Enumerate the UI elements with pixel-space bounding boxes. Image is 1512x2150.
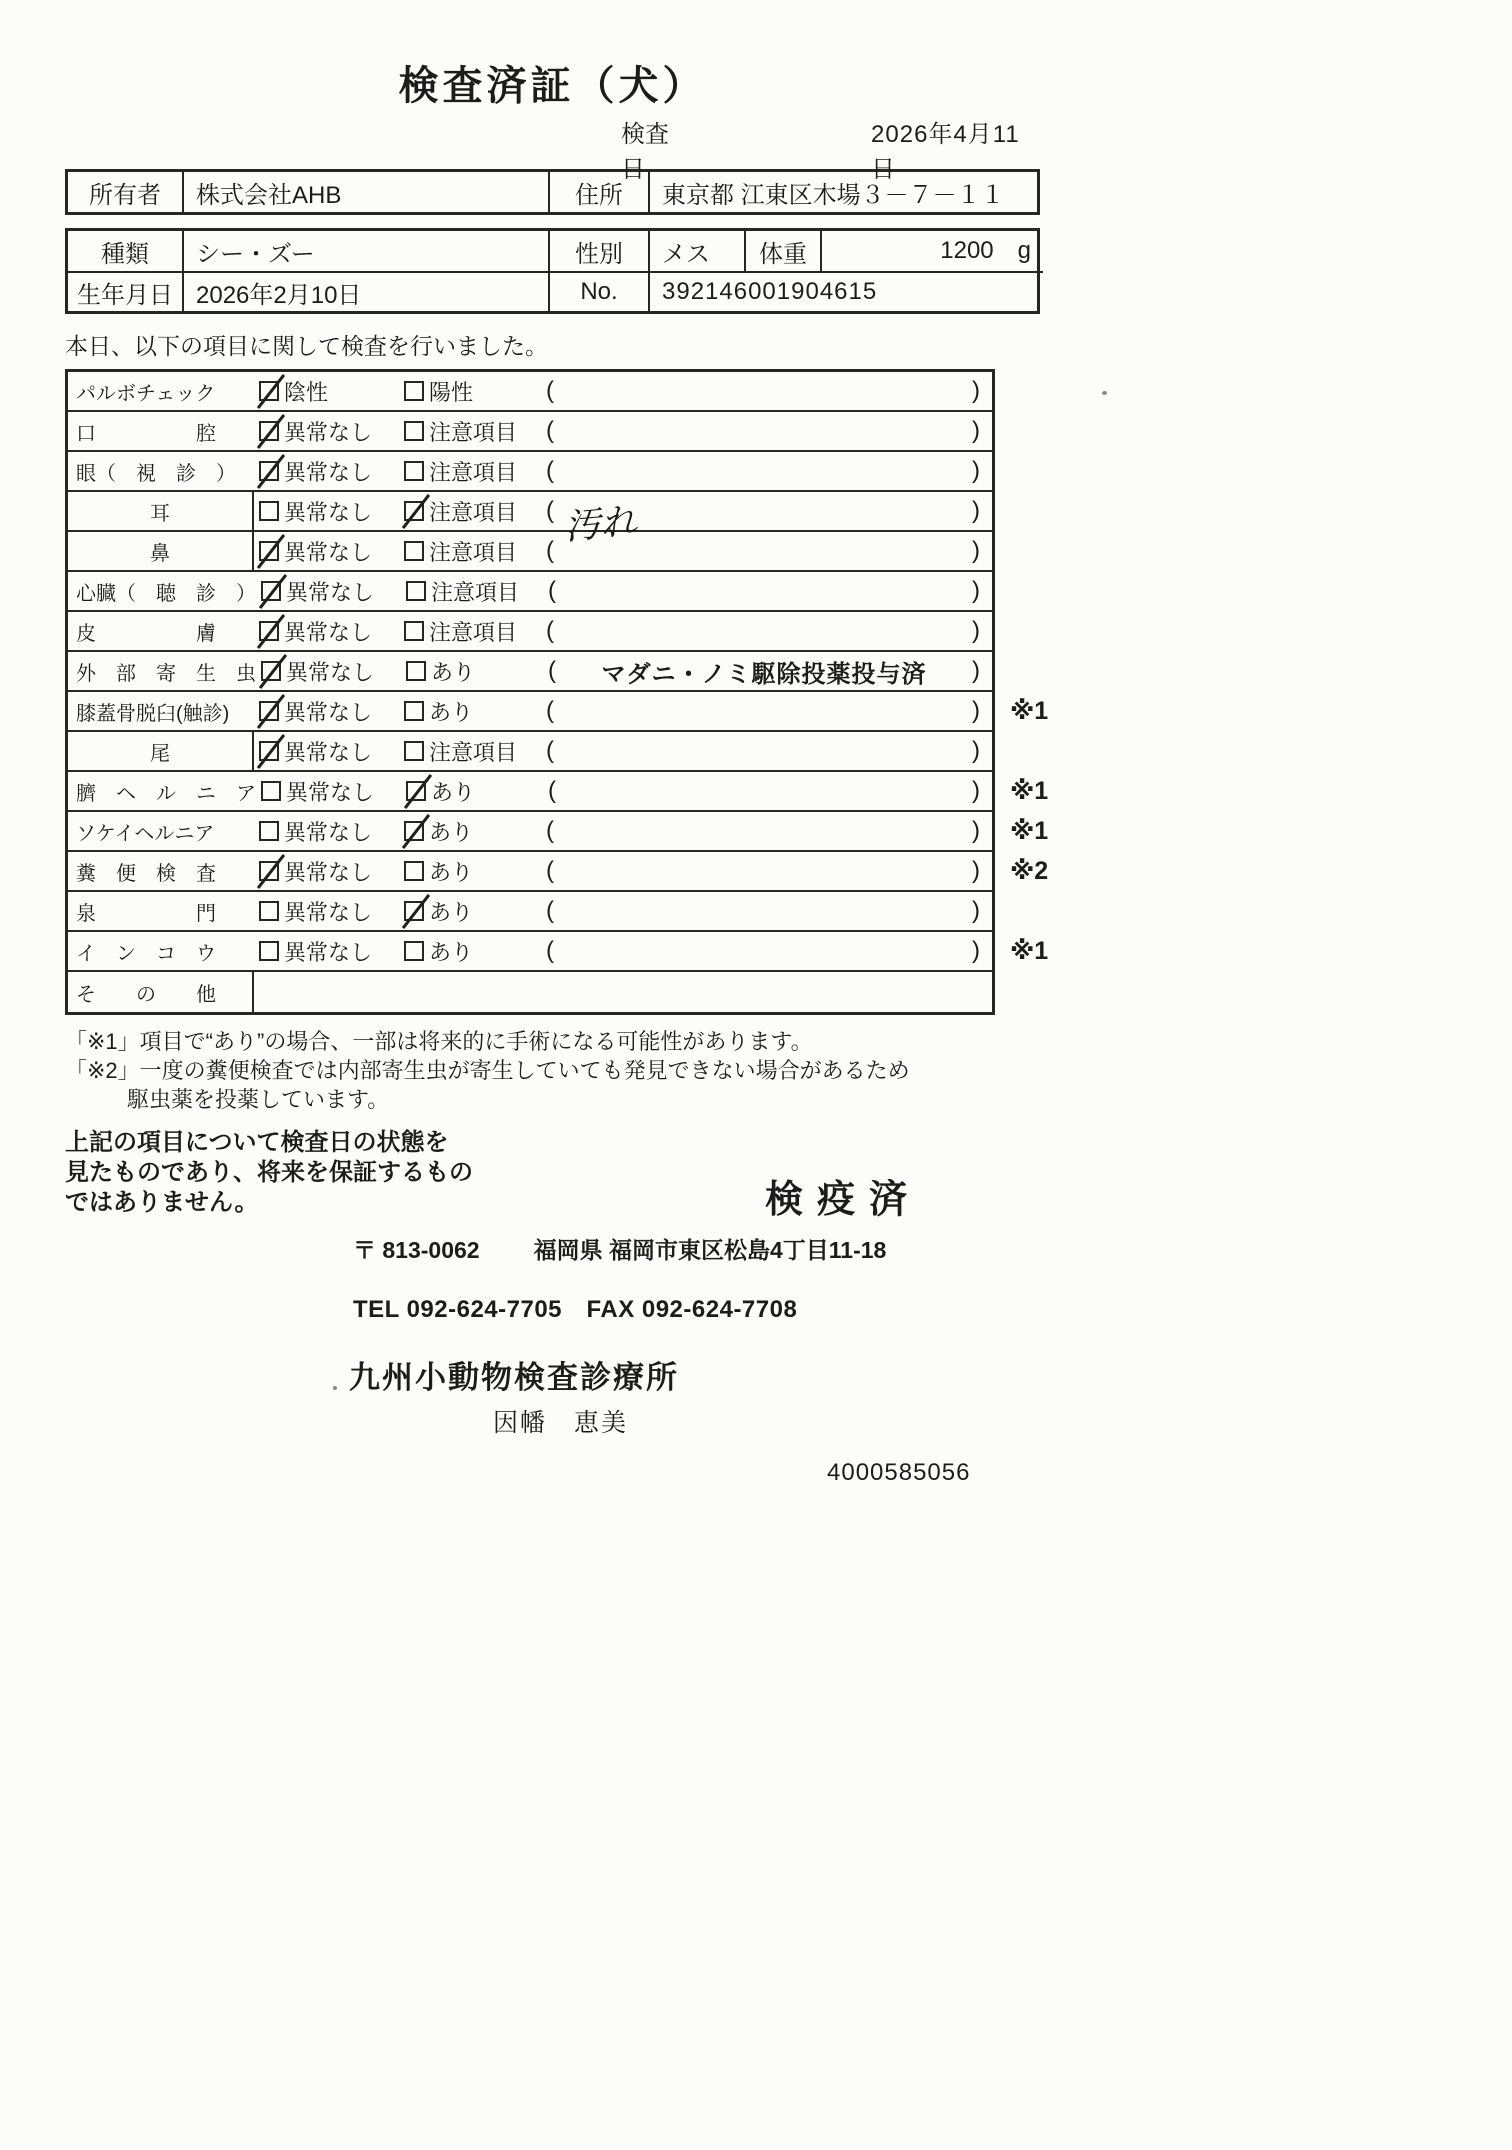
paren-close: )	[972, 937, 980, 964]
checkbox-label: 異常なし	[284, 899, 373, 925]
surgery-note-marker: ※1	[1010, 777, 1049, 805]
checkbox-label: 異常なし	[284, 739, 373, 765]
checklist-item-label: そ の 他	[68, 972, 254, 1012]
birthdate-value: 2026年2月10日	[182, 271, 548, 311]
number-label: No.	[548, 271, 648, 311]
checkbox-label: あり	[431, 659, 476, 685]
checkbox-label: 異常なし	[284, 539, 373, 565]
checklist-row	[68, 852, 1049, 892]
checklist-item-label: 眼（ 視 診 ）	[76, 462, 236, 485]
checklist-row	[68, 892, 992, 932]
checkbox-option-2	[404, 816, 544, 847]
handwritten-check-mark	[257, 734, 285, 769]
result-note	[544, 852, 992, 890]
checkbox-icon	[404, 941, 424, 961]
paren-open: (	[546, 617, 554, 644]
owner-name: 株式会社AHB	[182, 172, 548, 212]
weight-label: 体重	[744, 231, 820, 271]
checkbox-option-2	[406, 656, 546, 687]
checkbox-option-1	[254, 936, 404, 967]
checkbox-option-2	[406, 576, 546, 607]
disclaimer-line-1: 上記の項目について検査日の状態を	[65, 1129, 449, 1156]
paren-close: )	[972, 617, 980, 644]
checklist-item-label: 外 部 寄 生 虫	[76, 662, 256, 685]
paren-close: )	[972, 377, 980, 404]
checkbox-icon	[404, 701, 424, 721]
weight-value	[820, 231, 1043, 271]
checkbox-option-2	[404, 496, 544, 527]
surgery-note-marker: ※1	[1010, 817, 1049, 845]
paren-open: (	[546, 897, 554, 924]
document-title: 検査済証（犬）	[398, 64, 707, 108]
paren-close: )	[972, 857, 980, 884]
paren-open: (	[546, 857, 554, 884]
checkbox-icon	[259, 701, 279, 721]
checkbox-option-1	[254, 896, 404, 927]
checkbox-option-2	[404, 736, 544, 767]
checkbox-option-2	[404, 696, 544, 727]
checkbox-icon	[404, 541, 424, 561]
surgery-note-marker: ※2	[1010, 857, 1049, 885]
result-note	[546, 772, 992, 810]
address-value: 東京都 江東区木場３－７－１１	[648, 172, 1043, 212]
checkbox-icon	[259, 861, 279, 881]
surgery-note-marker: ※1	[1010, 937, 1049, 965]
paren-open: (	[548, 777, 556, 804]
result-note	[544, 692, 992, 730]
checklist-table	[65, 369, 1049, 1015]
scan-speck	[1102, 391, 1107, 395]
number-value: 392146001904615	[648, 271, 1043, 311]
result-note	[544, 492, 992, 548]
serial-number: 4000585056	[827, 1459, 971, 1486]
checkbox-icon	[259, 421, 279, 441]
certificate-content	[65, 54, 1049, 1487]
checklist-item-label: 糞 便 検 査	[76, 862, 216, 885]
result-note	[544, 372, 992, 410]
checkbox-label: 異常なし	[284, 419, 373, 445]
paren-close: )	[972, 777, 980, 804]
checklist-row	[68, 532, 992, 572]
checkbox-option-1	[254, 856, 404, 887]
paren-open: (	[546, 497, 554, 524]
checklist-item-label: 鼻	[68, 532, 254, 570]
note-text: マダニ・ノミ駆除投薬投与済	[601, 660, 927, 688]
checkbox-icon	[404, 421, 424, 441]
checklist-item-label: 皮 膚	[76, 622, 216, 645]
checklist-item-label: 心臓（ 聴 診 ）	[76, 582, 256, 605]
checkbox-label: 異常なし	[286, 659, 375, 685]
checkbox-option-1	[254, 616, 404, 647]
checkbox-icon	[404, 461, 424, 481]
checklist-item-label: 膝蓋骨脱臼(触診)	[76, 702, 230, 725]
checkbox-option-1	[254, 736, 404, 767]
handwritten-check-mark	[257, 854, 285, 889]
paren-open: (	[546, 737, 554, 764]
handwritten-check-mark	[402, 894, 430, 929]
checkbox-icon	[259, 821, 279, 841]
checklist-item-label: 臍 ヘ ル ニ ア	[76, 782, 256, 805]
checklist-row	[68, 772, 1049, 812]
checklist-row	[68, 972, 992, 1012]
handwritten-check-mark	[257, 694, 285, 729]
checkbox-option-2	[404, 416, 544, 447]
breed-label: 種類	[101, 240, 149, 268]
paren-open: (	[548, 577, 556, 604]
paren-close: )	[972, 897, 980, 924]
surgery-note-marker: ※1	[1010, 697, 1049, 725]
checkbox-label: 異常なし	[284, 819, 373, 845]
checkbox-label: あり	[429, 819, 474, 845]
clinic-address: 福岡県 福岡市東区松島4丁目11-18	[533, 1237, 887, 1263]
checkbox-icon	[259, 621, 279, 641]
checklist-item-label: 耳	[68, 492, 254, 530]
handwritten-check-mark	[257, 454, 285, 489]
checkbox-option-1	[254, 456, 404, 487]
checkbox-option-1	[256, 656, 406, 687]
checklist-item-label: ソケイヘルニア	[76, 822, 215, 845]
note-text: 汚れ	[562, 500, 639, 548]
address-label: 住所	[548, 172, 648, 212]
checkbox-label: あり	[429, 899, 474, 925]
checklist-row	[68, 932, 1049, 972]
paren-close: )	[972, 417, 980, 444]
checkbox-icon	[406, 781, 426, 801]
handwritten-check-mark	[259, 654, 287, 689]
owner-table	[65, 169, 1040, 215]
checkbox-icon	[259, 941, 279, 961]
checkbox-icon	[259, 501, 279, 521]
result-note	[544, 412, 992, 450]
checkbox-icon	[259, 461, 279, 481]
paren-open: (	[546, 457, 554, 484]
checkbox-icon	[259, 381, 279, 401]
sex-value: メス	[648, 231, 744, 271]
handwritten-check-mark	[404, 774, 432, 809]
checklist-item-label: 口 腔	[76, 422, 216, 445]
checkbox-label: あり	[431, 779, 476, 805]
scan-speck	[333, 1386, 337, 1390]
checkbox-icon	[261, 581, 281, 601]
checklist-row	[68, 732, 992, 772]
checklist-item-label: パルボチェック	[76, 382, 216, 405]
handwritten-check-mark	[257, 414, 285, 449]
checklist-item-label: 泉 門	[76, 902, 216, 925]
checkbox-label: 異常なし	[286, 579, 375, 605]
checkbox-option-1	[254, 536, 404, 567]
pet-table	[65, 228, 1040, 314]
clinic-address-line	[353, 1232, 1040, 1265]
checkbox-label: 陰性	[284, 379, 329, 405]
checklist-row	[68, 372, 992, 412]
paren-open: (	[546, 417, 554, 444]
checkbox-option-2	[406, 776, 546, 807]
checkbox-option-1	[254, 816, 404, 847]
checkbox-label: 異常なし	[284, 939, 373, 965]
footnotes	[65, 1027, 1040, 1114]
handwritten-check-mark	[257, 374, 285, 409]
paren-open: (	[546, 537, 554, 564]
checkbox-label: 注意項目	[429, 459, 518, 485]
owner-label: 所有者	[89, 181, 161, 209]
result-note	[544, 612, 992, 650]
checkbox-label: 異常なし	[284, 499, 373, 525]
checkbox-icon	[406, 581, 426, 601]
checkbox-label: 異常なし	[284, 619, 373, 645]
checkbox-label: あり	[429, 859, 474, 885]
checkbox-label: 異常なし	[284, 459, 373, 485]
result-note	[544, 932, 992, 970]
checkbox-icon	[404, 741, 424, 761]
clinic-tel-fax: TEL 092-624-7705 FAX 092-624-7708	[353, 1296, 798, 1323]
checkbox-label: 注意項目	[429, 419, 518, 445]
checkbox-label: 注意項目	[429, 499, 518, 525]
paren-open: (	[548, 657, 556, 684]
handwritten-check-mark	[257, 614, 285, 649]
checkbox-icon	[406, 661, 426, 681]
intro-text: 本日、以下の項目に関して検査を行いました。	[65, 333, 548, 359]
result-note	[544, 532, 992, 570]
checkbox-option-1	[256, 576, 406, 607]
checkbox-label: 陽性	[429, 379, 474, 405]
result-note	[544, 732, 992, 770]
result-note	[546, 572, 992, 610]
weight-number: 1200	[940, 237, 994, 264]
paren-open: (	[546, 377, 554, 404]
checkbox-option-1	[256, 776, 406, 807]
inspection-date-label: 検査日	[621, 121, 669, 183]
result-note	[546, 652, 992, 690]
checklist-row	[68, 652, 992, 692]
checklist-row	[68, 492, 992, 548]
weight-unit: g	[1017, 237, 1031, 264]
result-note	[544, 892, 992, 930]
checkbox-option-2	[404, 896, 544, 927]
checkbox-icon	[404, 821, 424, 841]
bottom-section	[65, 1128, 1040, 1221]
checklist-row	[68, 692, 1049, 732]
paren-close: )	[972, 537, 980, 564]
checkbox-icon	[404, 621, 424, 641]
checklist-row	[68, 572, 992, 612]
handwritten-check-mark	[402, 494, 430, 529]
checkbox-label: 異常なし	[286, 779, 375, 805]
birthdate-label: 生年月日	[68, 271, 182, 311]
veterinarian-name: 因幡 恵美	[493, 1409, 629, 1437]
checkbox-icon	[259, 901, 279, 921]
checkbox-option-2	[404, 616, 544, 647]
checkbox-label: 異常なし	[284, 859, 373, 885]
checklist-item-label: 尾	[68, 732, 254, 770]
checkbox-icon	[404, 861, 424, 881]
checkbox-option-2	[404, 536, 544, 567]
checkbox-option-1	[254, 376, 404, 407]
checkbox-icon	[259, 541, 279, 561]
checkbox-label: 注意項目	[429, 619, 518, 645]
checkbox-option-2	[404, 936, 544, 967]
checkbox-label: 異常なし	[284, 699, 373, 725]
inspection-date-value: 2026年4月11日	[871, 121, 1020, 183]
clinic-postal-code: 〒 813-0062	[353, 1237, 480, 1263]
checklist-row	[68, 412, 992, 452]
checkbox-option-1	[254, 496, 404, 527]
paren-open: (	[546, 937, 554, 964]
checkbox-icon	[404, 381, 424, 401]
disclaimer-line-2: 見たものであり、将来を保証するもの	[65, 1159, 473, 1186]
handwritten-check-mark	[259, 574, 287, 609]
checkbox-option-2	[404, 856, 544, 887]
checkbox-icon	[404, 901, 424, 921]
checkbox-label: 注意項目	[429, 739, 518, 765]
quarantine-stamp: 検疫済	[765, 1179, 922, 1221]
checkbox-option-1	[254, 416, 404, 447]
disclaimer-line-3: ではありません。	[65, 1189, 259, 1216]
paren-close: )	[972, 737, 980, 764]
checklist-row	[68, 812, 1049, 852]
paren-close: )	[972, 817, 980, 844]
paren-close: )	[972, 657, 980, 684]
paren-open: (	[546, 697, 554, 724]
paren-close: )	[972, 697, 980, 724]
checklist-row	[68, 612, 992, 652]
footnote-2-continued: 駆虫薬を投薬しています。	[127, 1087, 390, 1112]
checkbox-icon	[404, 501, 424, 521]
inspection-date-row	[65, 121, 1040, 183]
handwritten-check-mark	[402, 814, 430, 849]
breed-value: シー・ズー	[182, 231, 548, 271]
checkbox-option-2	[404, 376, 544, 407]
checkbox-label: あり	[429, 939, 474, 965]
paren-close: )	[972, 497, 980, 524]
paren-close: )	[972, 577, 980, 604]
checkbox-icon	[261, 781, 281, 801]
checkbox-icon	[259, 741, 279, 761]
paren-close: )	[972, 457, 980, 484]
checkbox-option-2	[404, 456, 544, 487]
checkbox-label: 注意項目	[431, 579, 520, 605]
sex-label: 性別	[548, 231, 648, 271]
checkbox-label: 注意項目	[429, 539, 518, 565]
handwritten-check-mark	[257, 534, 285, 569]
checkbox-label: あり	[429, 699, 474, 725]
footnote-2: 「※2」一度の糞便検査では内部寄生虫が寄生していても発見できない場合があるため	[65, 1058, 910, 1083]
footnote-1: 「※1」項目で“あり”の場合、一部は将来的に手術になる可能性があります。	[65, 1029, 813, 1054]
checklist-item-label: イ ン コ ウ	[76, 942, 216, 965]
paren-open: (	[546, 817, 554, 844]
checkbox-icon	[261, 661, 281, 681]
checkbox-option-1	[254, 696, 404, 727]
result-note	[544, 812, 992, 850]
clinic-name: 九州小動物検査診療所	[349, 1360, 679, 1395]
